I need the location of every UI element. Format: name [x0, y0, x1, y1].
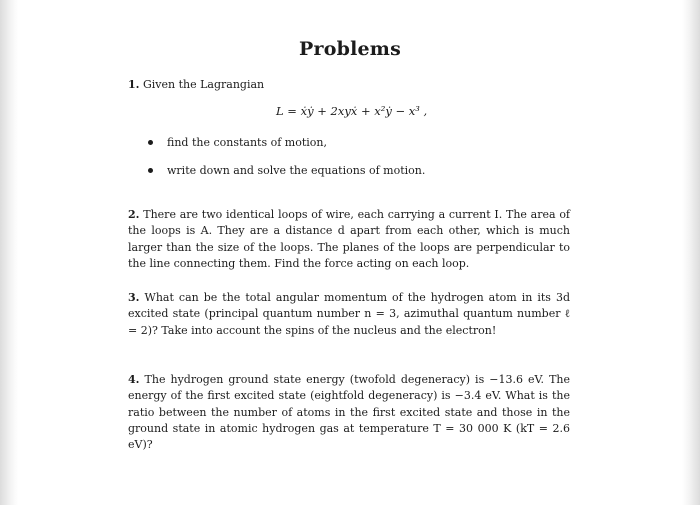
problem-3 [128, 290, 570, 339]
problem-3-text: What can be the total angular momentum of the hydrogen atom in its 3d excited state (principal quantum number n = 3, azimuthal quantum number ℓ = 2)? Take into account the spins of the nucleus and the electron! [128, 291, 570, 337]
problem-1-bullet-2-text: write down and solve the equations of motion. [167, 164, 426, 177]
page-title: Problems [299, 38, 401, 60]
problem-4-number: 4. [128, 373, 140, 386]
problem-1-intro-line [128, 77, 264, 94]
bullet-dot-icon [148, 140, 153, 145]
problem-2-number: 2. [128, 208, 140, 221]
problem-1-bullet-1-text: find the constants of motion, [167, 136, 327, 149]
problem-3-number: 3. [128, 291, 140, 304]
problem-4 [128, 372, 570, 453]
problem-4-text: The hydrogen ground state energy (twofold degeneracy) is −13.6 eV. The energy of the first excited state (eightfold degeneracy) is −3.4 eV. What is the ratio between the number of atoms in the first excited state and those in the ground state in atomic hydrogen gas at temperature T = 30 000 K (kT = 2.6 eV)? [128, 373, 571, 452]
problem-2 [128, 207, 570, 272]
bullet-dot-icon [148, 168, 153, 173]
problem-2-text: There are two identical loops of wire, each carrying a current I. The area of the loops is A. They are a distance d apart from each other, which is much larger than the size of the loops. The planes of the loops are perpendicular to the line connecting them. Find the force acting on each loop. [128, 208, 571, 270]
lagrangian-equation: L = ẋẏ + 2xyẋ + x²ẏ − x³ , [276, 104, 428, 118]
problem-1-intro: Given the Lagrangian [142, 78, 265, 91]
problem-1-number: 1. [128, 78, 140, 91]
problem-1-bullet-2 [148, 164, 425, 177]
problem-1-bullet-1 [148, 136, 327, 149]
